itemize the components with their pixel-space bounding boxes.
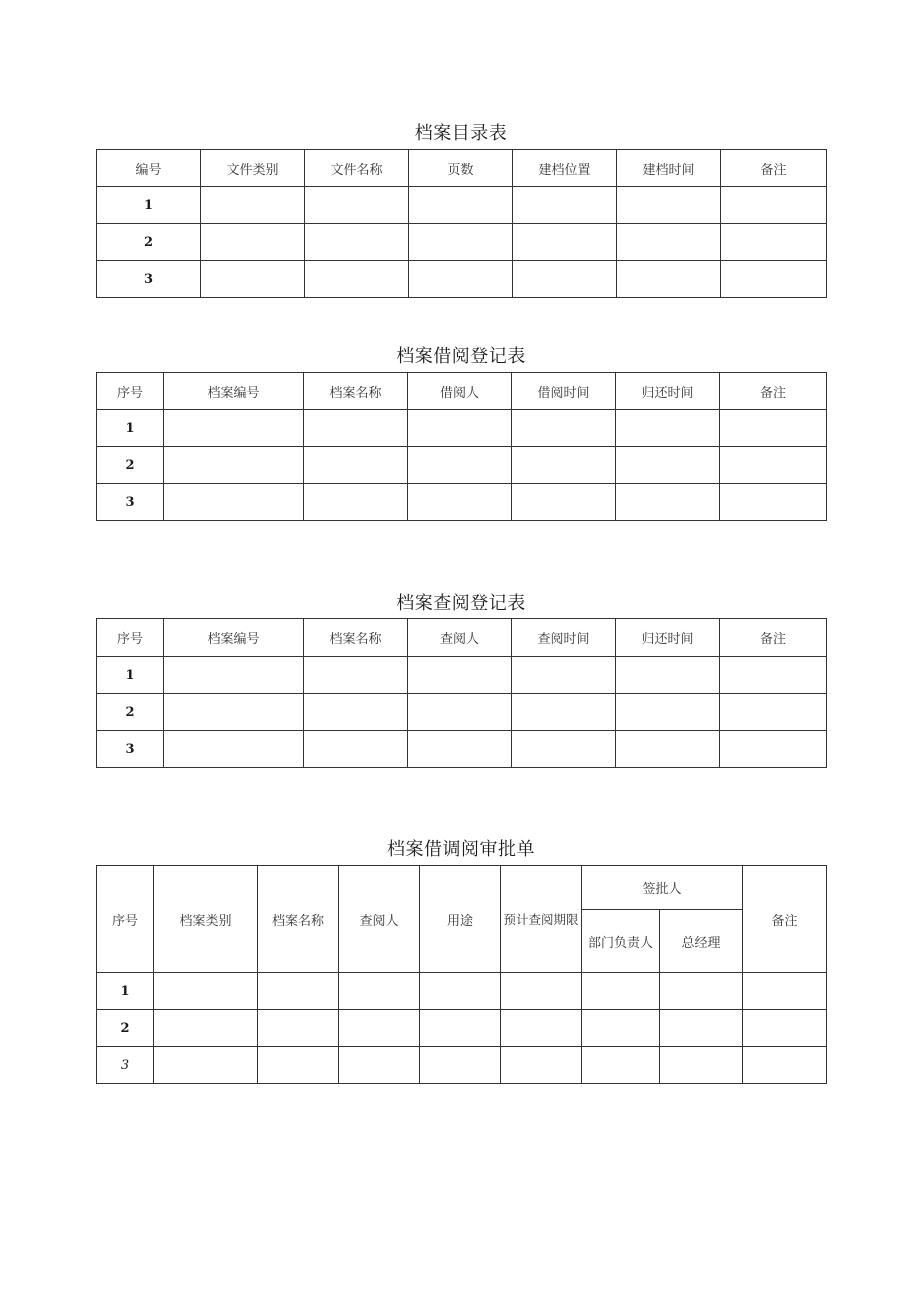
consult-table [96,618,827,768]
entry-cell[interactable] [304,731,408,768]
entry-cell[interactable] [304,694,408,731]
entry-cell[interactable] [582,973,660,1010]
table-row [97,187,827,224]
catalog-title: 档案目录表 [414,123,508,144]
entry-cell[interactable] [721,224,827,261]
entry-cell[interactable] [305,187,409,224]
row-number: 2 [97,224,201,261]
entry-cell[interactable] [164,410,304,447]
header-cell: 备注 [720,373,827,410]
header-cell: 借阅时间 [512,373,616,410]
entry-cell[interactable] [339,973,420,1010]
entry-cell[interactable] [201,187,305,224]
table-row [97,694,827,731]
entry-cell[interactable] [512,694,616,731]
signer-header: 总经理 [660,910,743,973]
entry-cell[interactable] [616,657,720,694]
entry-cell[interactable] [616,410,720,447]
entry-cell[interactable] [616,484,720,521]
entry-cell[interactable] [420,1010,501,1047]
entry-cell[interactable] [339,1047,420,1084]
entry-cell[interactable] [258,1047,339,1084]
row-number: 1 [97,973,154,1010]
row-number: 2 [97,694,164,731]
entry-cell[interactable] [409,261,513,298]
entry-cell[interactable] [616,731,720,768]
entry-cell[interactable] [512,731,616,768]
table-row [97,484,827,521]
entry-cell[interactable] [582,1010,660,1047]
entry-cell[interactable] [512,657,616,694]
entry-cell[interactable] [164,447,304,484]
entry-cell[interactable] [721,261,827,298]
table-row [97,447,827,484]
entry-cell[interactable] [513,261,617,298]
entry-cell[interactable] [720,657,827,694]
table-header-row [97,373,827,410]
table-row [97,657,827,694]
entry-cell[interactable] [617,187,721,224]
entry-cell[interactable] [304,447,408,484]
header-cell: 档案名称 [304,619,408,657]
consult-title: 档案查阅登记表 [396,593,526,614]
entry-cell[interactable] [305,224,409,261]
approval-title: 档案借调阅审批单 [387,839,535,860]
header-cell: 文件类别 [201,150,305,187]
entry-cell[interactable] [660,1047,743,1084]
entry-cell[interactable] [304,484,408,521]
entry-cell[interactable] [512,447,616,484]
header-cell: 预计查阅期限 [501,866,582,973]
table-row [97,973,827,1010]
header-cell: 页数 [409,150,513,187]
approval-table [96,865,827,1084]
table-row [97,261,827,298]
entry-cell[interactable] [154,1047,258,1084]
entry-cell[interactable] [164,657,304,694]
entry-cell[interactable] [420,973,501,1010]
entry-cell[interactable] [720,694,827,731]
entry-cell[interactable] [164,484,304,521]
entry-cell[interactable] [154,973,258,1010]
entry-cell[interactable] [720,447,827,484]
entry-cell[interactable] [408,410,512,447]
header-cell: 归还时间 [616,619,720,657]
row-number: 2 [97,1010,154,1047]
header-cell: 档案编号 [164,373,304,410]
entry-cell[interactable] [339,1010,420,1047]
header-cell: 档案名称 [304,373,408,410]
signer-header: 部门负责人 [582,910,660,973]
entry-cell[interactable] [512,484,616,521]
header-cell: 档案名称 [258,866,339,973]
row-number: 3 [97,1047,154,1084]
entry-cell[interactable] [513,187,617,224]
entry-cell[interactable] [616,694,720,731]
header-cell: 查阅人 [408,619,512,657]
entry-cell[interactable] [154,1010,258,1047]
entry-cell[interactable] [408,657,512,694]
header-cell: 用途 [420,866,501,973]
header-cell: 序号 [97,866,154,973]
entry-cell[interactable] [304,657,408,694]
entry-cell[interactable] [164,694,304,731]
header-cell: 序号 [97,373,164,410]
entry-cell[interactable] [409,224,513,261]
entry-cell[interactable] [201,261,305,298]
entry-cell[interactable] [660,973,743,1010]
table-row [97,731,827,768]
header-cell: 文件名称 [305,150,409,187]
entry-cell[interactable] [617,261,721,298]
header-cell: 档案编号 [164,619,304,657]
table-row [97,224,827,261]
row-number: 2 [97,447,164,484]
row-number: 3 [97,731,164,768]
header-cell: 备注 [720,619,827,657]
entry-cell[interactable] [258,1010,339,1047]
entry-cell[interactable] [743,1047,827,1084]
entry-cell[interactable] [743,1010,827,1047]
row-number: 1 [97,410,164,447]
entry-cell[interactable] [420,1047,501,1084]
entry-cell[interactable] [408,447,512,484]
table-row [97,410,827,447]
header-cell: 建档位置 [513,150,617,187]
table-header-row [97,866,827,910]
entry-cell[interactable] [660,1010,743,1047]
entry-cell[interactable] [408,731,512,768]
row-number: 3 [97,261,201,298]
entry-cell[interactable] [616,447,720,484]
table-row [97,1010,827,1047]
entry-cell[interactable] [720,731,827,768]
header-cell: 查阅时间 [512,619,616,657]
header-cell: 归还时间 [616,373,720,410]
header-cell: 建档时间 [617,150,721,187]
header-cell: 备注 [743,866,827,973]
entry-cell[interactable] [743,973,827,1010]
table-header-row [97,619,827,657]
entry-cell[interactable] [408,484,512,521]
entry-cell[interactable] [164,731,304,768]
entry-cell[interactable] [582,1047,660,1084]
header-cell: 序号 [97,619,164,657]
entry-cell[interactable] [408,694,512,731]
entry-cell[interactable] [304,410,408,447]
table-row [97,1047,827,1084]
entry-cell[interactable] [409,187,513,224]
entry-cell[interactable] [501,1010,582,1047]
header-cell: 编号 [97,150,201,187]
signer-group-header: 签批人 [582,866,743,910]
row-number: 1 [97,657,164,694]
row-number: 1 [97,187,201,224]
entry-cell[interactable] [201,224,305,261]
borrow-table [96,372,827,521]
entry-cell[interactable] [617,224,721,261]
entry-cell[interactable] [721,187,827,224]
entry-cell[interactable] [501,973,582,1010]
table-header-row [97,150,827,187]
header-cell: 备注 [721,150,827,187]
catalog-table [96,149,827,298]
entry-cell[interactable] [720,484,827,521]
entry-cell[interactable] [305,261,409,298]
entry-cell[interactable] [512,410,616,447]
entry-cell[interactable] [501,1047,582,1084]
entry-cell[interactable] [258,973,339,1010]
entry-cell[interactable] [513,224,617,261]
row-number: 3 [97,484,164,521]
entry-cell[interactable] [720,410,827,447]
header-cell: 借阅人 [408,373,512,410]
header-cell: 档案类别 [154,866,258,973]
header-cell: 查阅人 [339,866,420,973]
borrow-title: 档案借阅登记表 [396,346,526,367]
